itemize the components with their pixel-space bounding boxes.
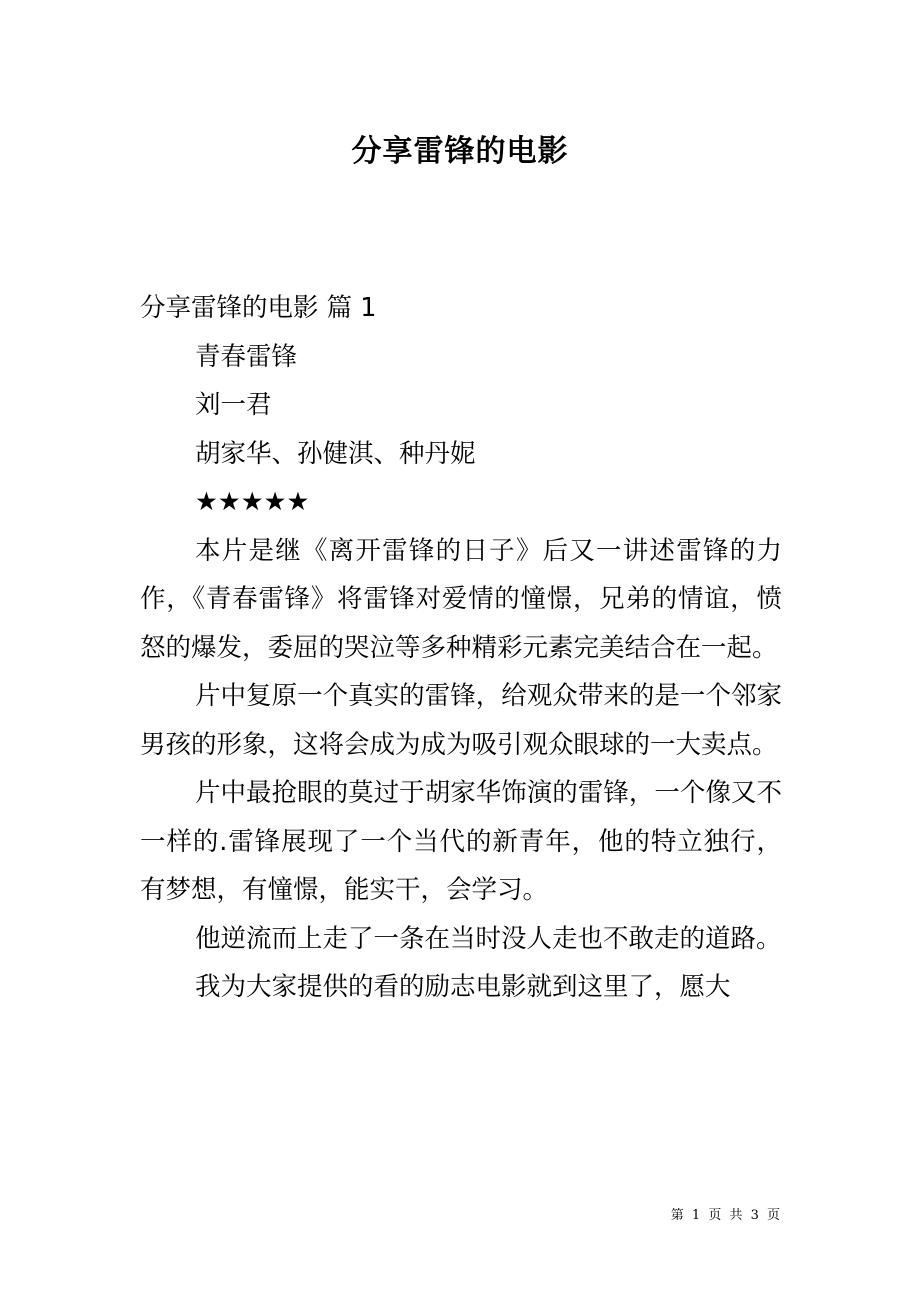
movie-title: 青春雷锋	[195, 341, 298, 372]
movie-cast: 胡家华、孙健淇、种丹妮	[195, 438, 476, 469]
document-body	[140, 284, 782, 1012]
paragraph-path: 他逆流而上走了一条在当时没人走也不敢走的道路。	[195, 923, 782, 954]
paragraph-closing: 我为大家提供的看的励志电影就到这里了，愿大	[195, 972, 731, 1002]
movie-director: 刘一君	[195, 390, 272, 420]
paragraph-intro: 本片是继《离开雷锋的日子》后又一讲述雷锋的力作，《青春雷锋》将雷锋对爱情的憧憬，兄弟的情谊，愤怒的爆发，委屈的哭泣等多种精彩元素完美结合在一起。	[140, 535, 782, 663]
page-indicator: 第 1 页 共 3 页	[670, 1208, 782, 1223]
document-title: 分享雷锋的电影	[351, 134, 569, 169]
section-heading: 分享雷锋的电影 篇 1	[140, 293, 377, 323]
movie-rating: ★★★★★	[195, 487, 310, 517]
paragraph-image: 片中复原一个真实的雷锋，给观众带来的是一个邻家男孩的形象，这将会成为成为吸引观众眼球的一大卖点。	[140, 681, 782, 760]
paragraph-lead-actor: 片中最抢眼的莫过于胡家华饰演的雷锋，一个像又不一样的.雷锋展现了一个当代的新青年，他的特立独行，有梦想，有憧憬，能实干，会学习。	[140, 778, 782, 905]
